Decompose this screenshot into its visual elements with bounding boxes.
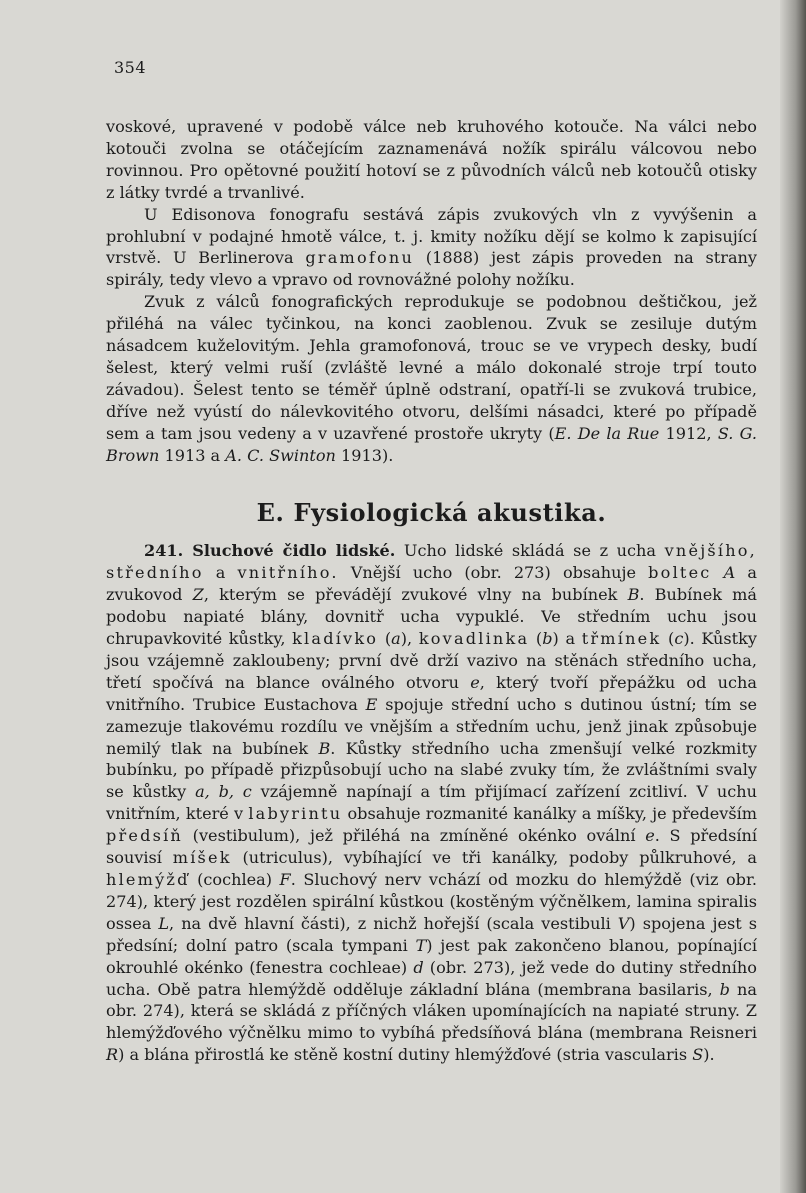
paragraph bbox=[106, 116, 757, 204]
variable: E bbox=[365, 694, 378, 714]
spaced-term: kladívko bbox=[292, 629, 379, 649]
spaced-term: míšek bbox=[172, 848, 232, 868]
variable: S bbox=[692, 1045, 704, 1065]
spaced-term: gramofonu bbox=[305, 248, 415, 268]
text-run: vzájemně napínají a tím přijímací zařízení zcitliví. V uchu vnitřním, které v bbox=[106, 782, 758, 824]
paragraph bbox=[106, 540, 757, 1066]
variable: L bbox=[158, 913, 170, 933]
spaced-term: vnitřního. bbox=[237, 563, 339, 583]
text-run: spojuje střední ucho s dutinou ústní; tím se zamezuje tlakovému rozdílu ve vnějším a středním uchu, jenž jinak způsobuje nemilý tlak na bubínek bbox=[106, 694, 757, 758]
section-title: 241. Sluchové čidlo lidské. bbox=[144, 541, 396, 561]
text-run: . Sluchový nerv vchází od mozku do hlemýždě (viz obr. 274), který jest rozdělen spirální kůstkou (kostěným výčnělkem, lamina spiralis ossea bbox=[106, 870, 757, 933]
section-heading: E. Fysiologická akustika. bbox=[256, 497, 607, 527]
spaced-term: předsíň bbox=[106, 826, 183, 846]
text-run: na obr. 274), která se skládá z příčných vláken upomínajících na napiaté struny. Z hlemýžďového výčnělku mimo to vybíhá předsíňová blána (membrana Reisneri bbox=[106, 979, 757, 1043]
text-run: , kterým se převádějí zvukové vlny na bubínek bbox=[203, 585, 628, 605]
text-run: a zvukovod bbox=[106, 563, 758, 605]
text-run: Ucho lidské skládá se z ucha bbox=[395, 541, 665, 561]
reference-author: A. C. Swinton bbox=[225, 445, 336, 465]
text-run: (1888) jest zápis proveden na strany spirály, tedy vlevo a vpravo od rovnovážné polohy nožíku. bbox=[106, 248, 757, 290]
paragraph bbox=[106, 291, 757, 466]
variable: R bbox=[106, 1045, 119, 1065]
text-run: ) jest pak zakončeno blanou, popínající okrouhlé okénko (fenestra cochleae) bbox=[106, 935, 757, 977]
text-run: ) a blána přirostlá ke stěně kostní dutiny hlemýžďové (stria vascularis bbox=[118, 1045, 693, 1065]
page-number: 354 bbox=[114, 58, 147, 77]
variable: T bbox=[415, 935, 427, 955]
text-run: , na dvě hlavní části), z nichž hořejší (scala vestibuli bbox=[169, 913, 618, 933]
spaced-term: labyrintu bbox=[248, 804, 343, 824]
text-run: 1912, bbox=[659, 423, 718, 443]
text-run: (obr. 273), jež vede do dutiny středního ucha. Obě patra hlemýždě odděluje základní blána (membrana basilaris, bbox=[106, 957, 757, 999]
reference-author: S. G. Brown bbox=[106, 423, 757, 465]
text-run: 1913). bbox=[335, 445, 394, 465]
text-run: (cochlea) bbox=[189, 870, 280, 889]
text-run: ) a bbox=[552, 629, 582, 649]
spaced-term: kovadlinka bbox=[418, 629, 530, 649]
text-run: Zvuk z válců fonografických reprodukuje se podobnou deštičkou, jež přiléhá na válec tyčinkou, na konci zaoblenou. Zvuk se zesiluje dutým násadcem kuželovitým. Jehla gramofonová, trouc se ve vrypech desky, budí šelest, který velmi ruší (zvláště levné a málo dokonalé stroje trpí touto závadou). Šelest tento se téměř úplně odstraní, opatří-li se zvuková trubice, dříve než vyústí do nálevkovitého otvoru, delšími násadci, které po případě sem a tam jsou vedeny a v uzavřené prostoře ukryty ( bbox=[106, 292, 757, 443]
text-run: Vnější ucho (obr. 273) obsahuje bbox=[338, 563, 649, 583]
variable: a bbox=[391, 629, 401, 649]
spaced-term: boltec bbox=[648, 563, 712, 583]
text-run: U Edisonova fonografu sestává zápis zvukových vln z vyvýšenin a prohlubní v podajné hmotě válce, t. j. kmity nožíku dějí se kolmo k zapisující vrstvě. U Berlinerova bbox=[106, 204, 757, 268]
text-run: (vestibulum), jež přiléhá na zmíněné okénko ovální bbox=[183, 826, 646, 846]
text-run: ). Kůstky jsou vzájemně zakloubeny; první dvě drží vazivo na stěnách středního ucha, třetí spočívá na blance oválného otvoru bbox=[106, 629, 757, 692]
variable: b bbox=[719, 979, 730, 999]
text-run: 1913 a bbox=[159, 445, 226, 465]
text-run: . S předsíní souvisí bbox=[106, 826, 757, 868]
text-run: a bbox=[203, 563, 238, 583]
text-run: ), bbox=[400, 629, 419, 649]
text-run: (utriculus), vybíhající ve tři kanálky, podoby půlkruhové, a bbox=[231, 848, 757, 868]
spaced-term: třmínek bbox=[581, 629, 662, 649]
body-text bbox=[106, 116, 757, 1066]
spaced-term: hlemýžď bbox=[106, 870, 190, 889]
text-run: ) spojena jest s předsíní; dolní patro (scala tympani bbox=[106, 913, 757, 955]
text-run bbox=[712, 563, 724, 582]
page-edge-shadow bbox=[780, 0, 806, 1193]
variable: V bbox=[617, 913, 630, 933]
text-run: ). bbox=[703, 1045, 715, 1065]
text-run: . Bubínek má podobu napiaté blány, dovnitř ucha vypuklé. Ve středním uchu jsou chrupavkovité kůstky, bbox=[106, 585, 758, 649]
variable: Z bbox=[192, 585, 204, 605]
variable: F bbox=[279, 870, 291, 889]
text-run: voskové, upravené v podobě válce neb kruhového kotouče. Na válci nebo kotouči zvolna se otáčejícím zaznamenává nožík spirálu válcovou nebo rovinnou. Pro opětovné použití hotoví se z původních válců neb kotoučů otisky z látky tvrdé a trvanlivé. bbox=[106, 117, 757, 202]
text-run: obsahuje rozmanité kanálky a míšky, je především bbox=[342, 804, 757, 824]
text-run: ( bbox=[661, 629, 675, 649]
variable: a, b, c bbox=[195, 782, 252, 802]
variable: d bbox=[413, 957, 424, 977]
variable: B bbox=[318, 738, 331, 758]
reference-author: E. De la Rue bbox=[554, 423, 660, 443]
text-run: ( bbox=[378, 629, 392, 649]
paragraph bbox=[106, 204, 757, 292]
text-run: ( bbox=[529, 629, 543, 649]
text-run: . Kůstky středního ucha zmenšují velké rozkmity bubínku, po případě přizpůsobují ucho na slabé zvuky tím, že zvláštními svaly se kůstky bbox=[106, 738, 758, 802]
variable: c bbox=[674, 629, 684, 649]
spaced-term: vnějšího, středního bbox=[106, 541, 757, 583]
text-run: , který tvoří přepážku od ucha vnitřního. Trubice Eustachova bbox=[106, 672, 758, 714]
variable: b bbox=[542, 629, 553, 649]
variable: e bbox=[470, 672, 480, 692]
variable: B bbox=[627, 585, 640, 605]
variable: A bbox=[723, 563, 736, 583]
variable: e bbox=[645, 826, 655, 846]
